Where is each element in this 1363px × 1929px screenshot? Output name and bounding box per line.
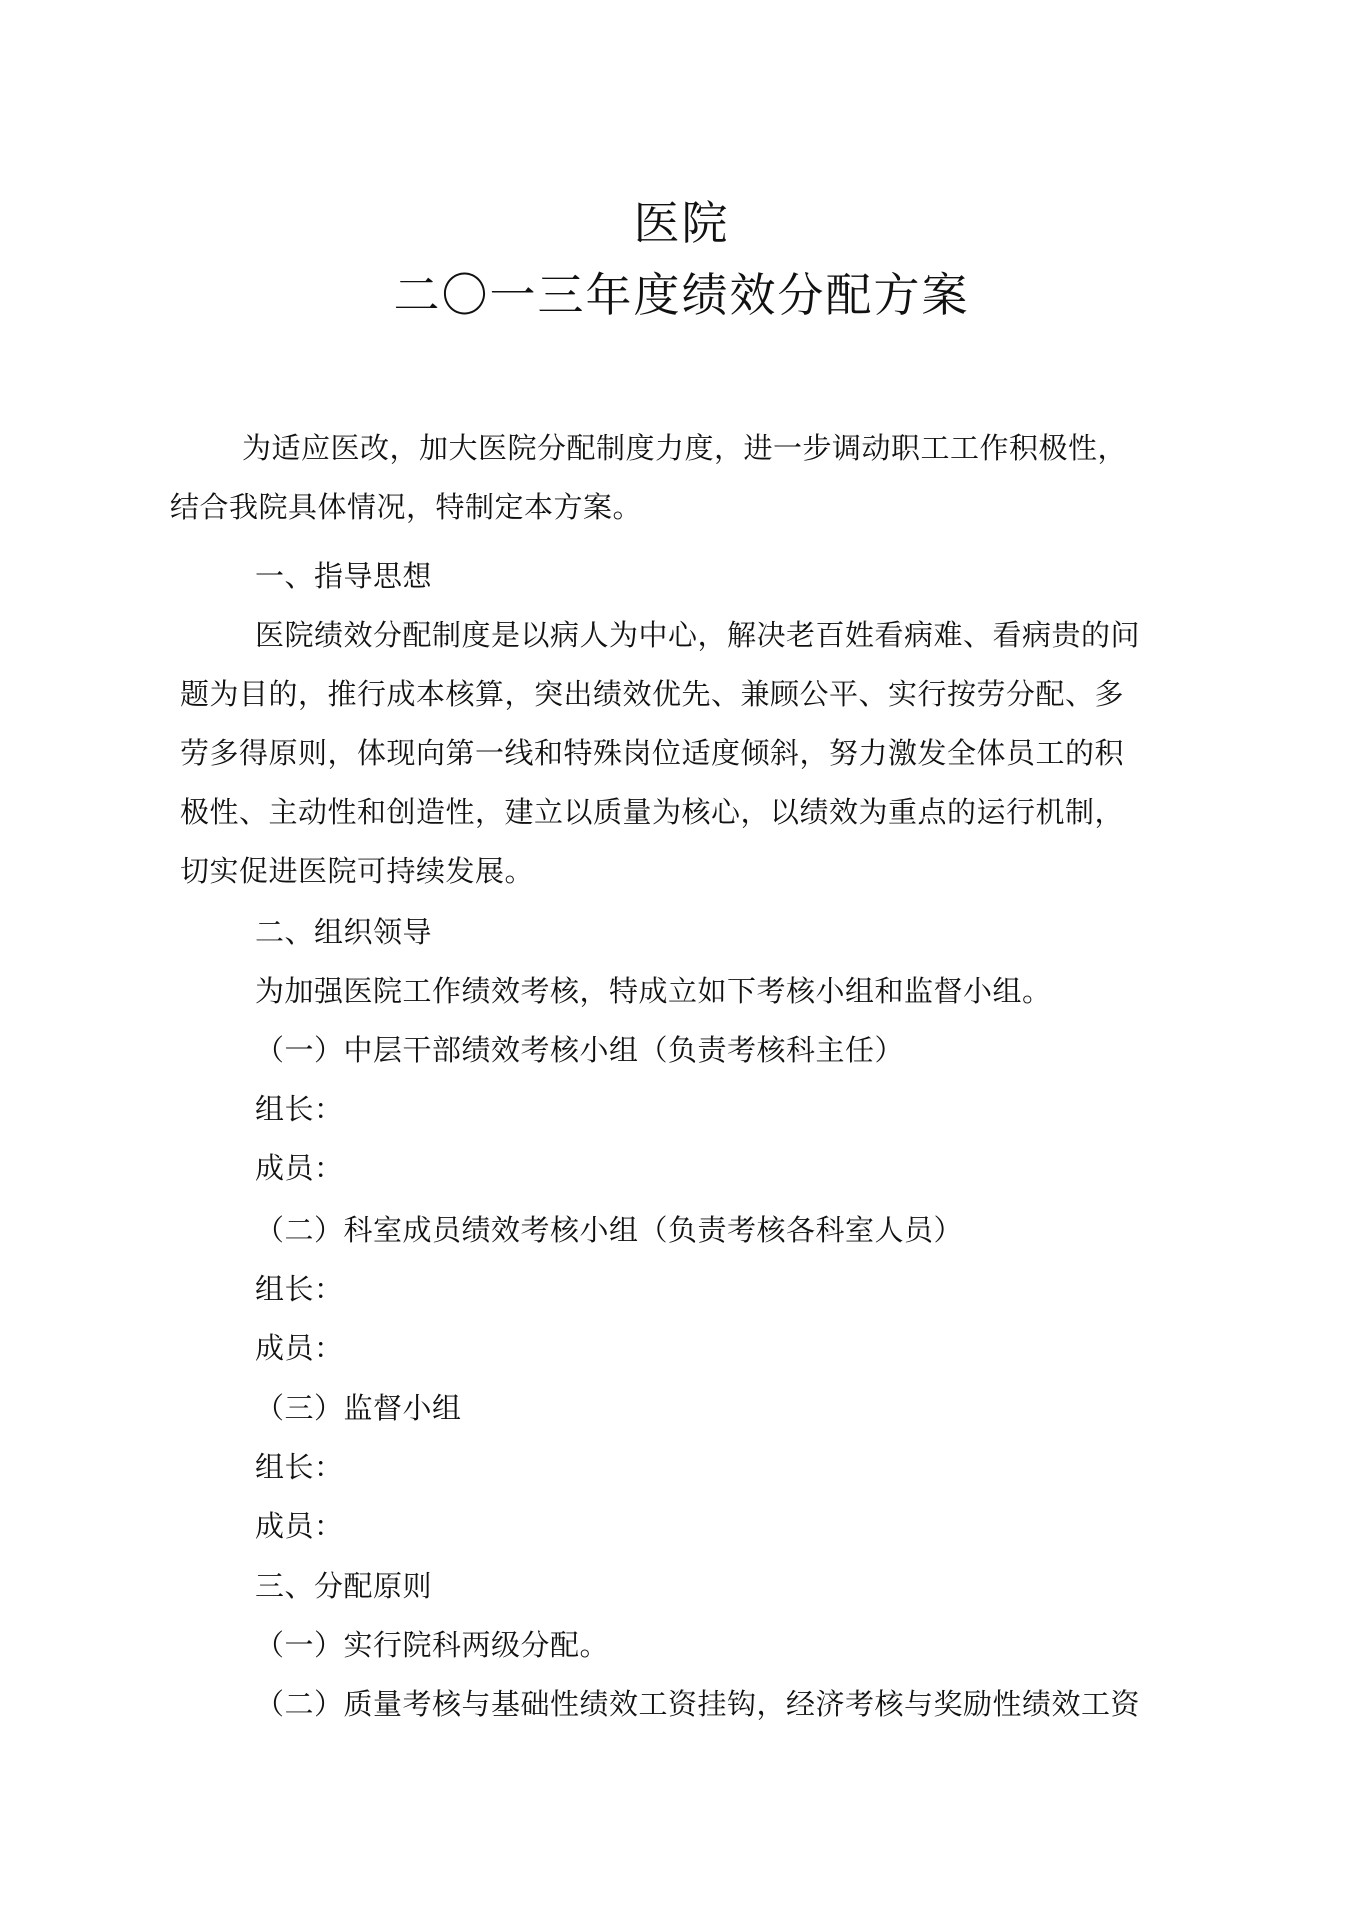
- section-1-line-4: 极性、主动性和创造性，建立以质量为核心，以绩效为重点的运行机制，: [180, 795, 1125, 829]
- group-3-title: （三）监督小组: [255, 1391, 462, 1425]
- section-1-line-5: 切实促进医院可持续发展。: [180, 854, 535, 888]
- section-3-item-2: （二）质量考核与基础性绩效工资挂钩，经济考核与奖励性绩效工资: [255, 1687, 1141, 1721]
- document-title-line-1: 医院: [633, 196, 730, 250]
- group-3-members: 成员：: [255, 1509, 344, 1543]
- section-2-heading: 二、组织领导: [255, 915, 433, 949]
- section-1-heading: 一、指导思想: [255, 559, 433, 593]
- section-2-intro: 为加强医院工作绩效考核，特成立如下考核小组和监督小组。: [255, 974, 1052, 1008]
- group-3-leader: 组长：: [255, 1450, 344, 1484]
- group-2-members: 成员：: [255, 1331, 344, 1365]
- document-title-line-2: 二〇一三年度绩效分配方案: [393, 268, 970, 322]
- intro-line-2: 结合我院具体情况，特制定本方案。: [170, 490, 643, 524]
- group-2-title: （二）科室成员绩效考核小组（负责考核各科室人员）: [255, 1213, 964, 1247]
- group-2-leader: 组长：: [255, 1272, 344, 1306]
- section-1-line-1: 医院绩效分配制度是以病人为中心，解决老百姓看病难、看病贵的问: [255, 618, 1141, 652]
- section-1-line-3: 劳多得原则，体现向第一线和特殊岗位适度倾斜，努力激发全体员工的积: [180, 736, 1125, 770]
- group-1-members: 成员：: [255, 1151, 344, 1185]
- section-3-heading: 三、分配原则: [255, 1569, 433, 1603]
- section-1-line-2: 题为目的，推行成本核算，突出绩效优先、兼顾公平、实行按劳分配、多: [180, 677, 1125, 711]
- intro-line-1: 为适应医改，加大医院分配制度力度，进一步调动职工工作积极性，: [242, 431, 1128, 465]
- group-1-leader: 组长：: [255, 1092, 344, 1126]
- section-3-item-1: （一）实行院科两级分配。: [255, 1628, 610, 1662]
- group-1-title: （一）中层干部绩效考核小组（负责考核科主任）: [255, 1033, 905, 1067]
